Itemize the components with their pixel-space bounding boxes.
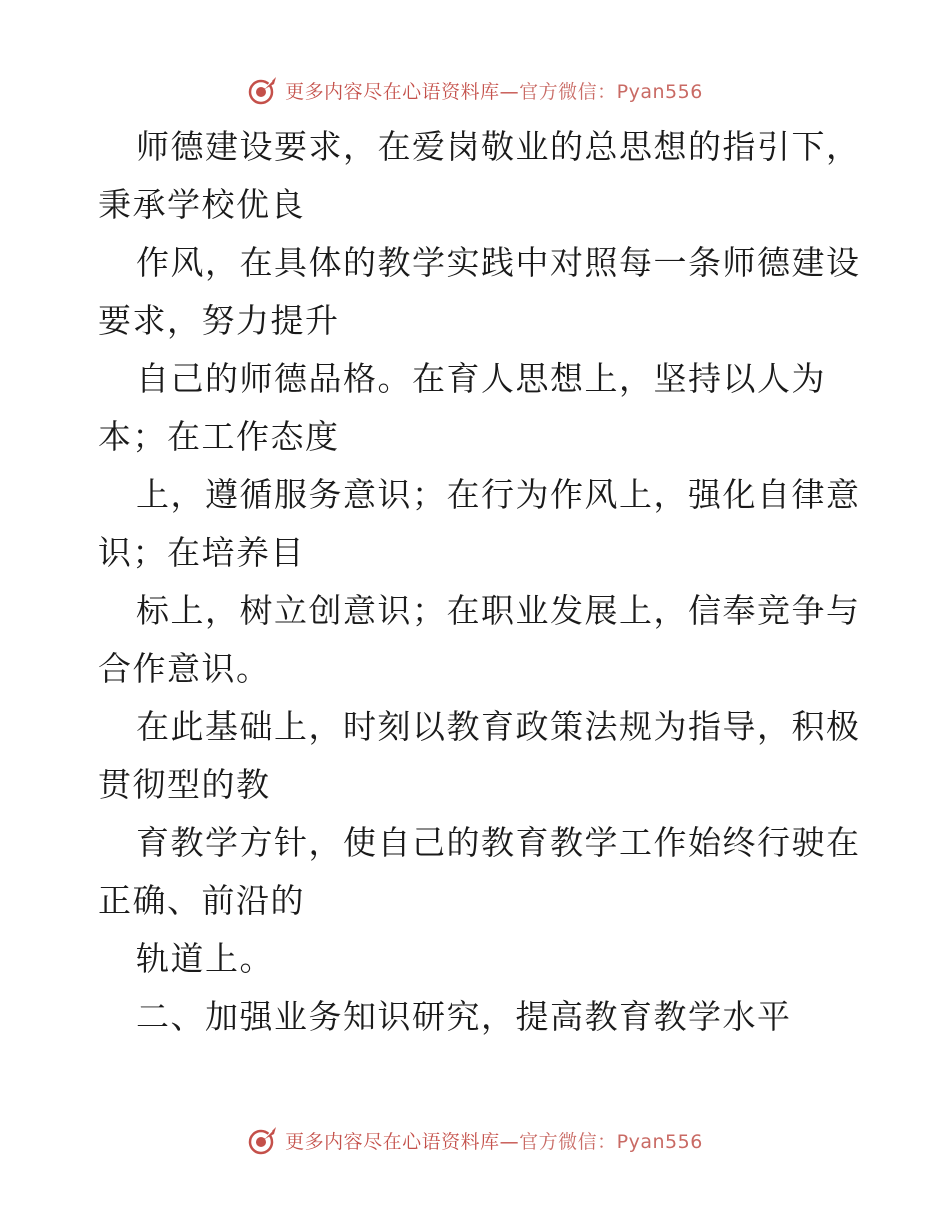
- text-line: 识；在培养目: [98, 533, 305, 572]
- text-line: 师德建设要求，在爱岗敬业的总思想的指引下，: [136, 127, 861, 166]
- text-line: 育教学方针，使自己的教育教学工作始终行驶在: [136, 823, 861, 862]
- text-line: 要求，努力提升: [98, 301, 340, 340]
- text-line: 二、加强业务知识研究，提高教育教学水平: [136, 997, 792, 1036]
- footer-banner: [0, 1120, 950, 1160]
- text-line: 秉承学校优良: [98, 185, 305, 224]
- text-line: 正确、前沿的: [98, 881, 305, 920]
- text-line: 自己的师德品格。在育人思想上，坚持以人为: [136, 359, 826, 398]
- footer-banner-wechat: 官方微信：Pyan556: [519, 1130, 703, 1153]
- header-banner-wechat: 官方微信：Pyan556: [519, 80, 703, 103]
- quill-pen-logo-icon: [247, 1124, 279, 1156]
- text-line: 贯彻型的教: [98, 765, 271, 804]
- text-line: 标上，树立创意识；在职业发展上，信奉竞争与: [136, 591, 861, 630]
- document-body: [98, 118, 861, 1046]
- text-line: 合作意识。: [98, 649, 271, 688]
- text-line: 上，遵循服务意识；在行为作风上，强化自律意: [136, 475, 861, 514]
- text-line: 作风，在具体的教学实践中对照每一条师德建设: [136, 243, 861, 282]
- text-line: 轨道上。: [136, 939, 274, 978]
- text-line: 本；在工作态度: [98, 417, 340, 456]
- quill-pen-logo-icon: [247, 74, 279, 106]
- header-banner-text: 更多内容尽在心语资料库—官方微信：Pyan556: [285, 80, 703, 103]
- text-line: 在此基础上，时刻以教育政策法规为指导，积极: [136, 707, 861, 746]
- footer-banner-text: 更多内容尽在心语资料库—官方微信：Pyan556: [285, 1130, 703, 1153]
- header-banner: [0, 70, 950, 110]
